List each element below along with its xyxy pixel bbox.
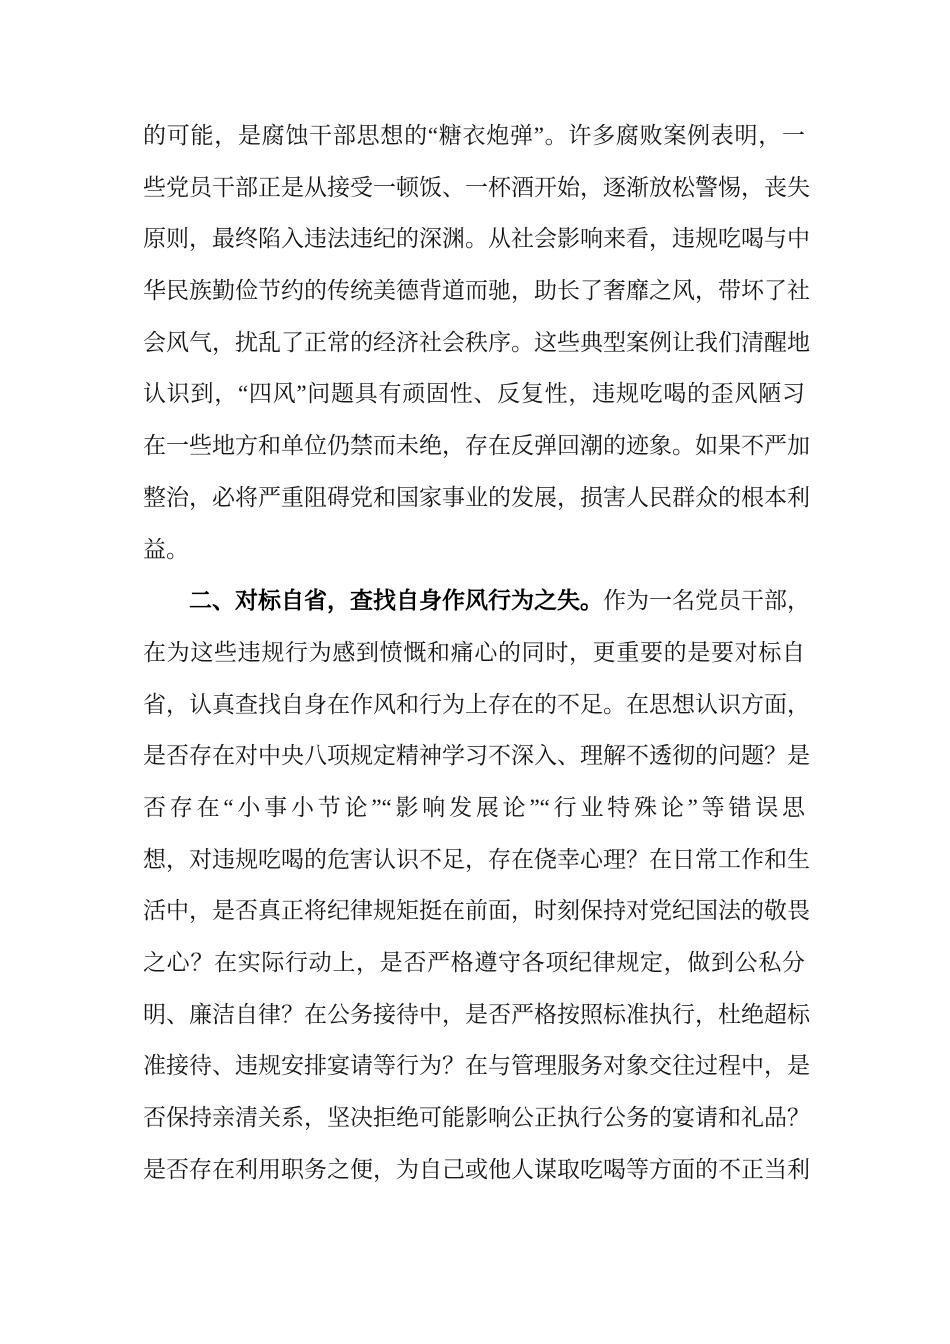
text-segment: 在为这些违规行为感到愤慨和痛心的同时，更重要的是要对标自 bbox=[143, 639, 805, 665]
section-heading: 二、对标自省，查找自身作风行为之失。 bbox=[189, 587, 603, 614]
text-line bbox=[143, 575, 810, 627]
text-segment: 在一些地方和单位仍禁而未绝，存在反弹回潮的迹象。如果不严加 bbox=[143, 433, 810, 459]
text-line bbox=[143, 782, 805, 834]
text-line bbox=[143, 627, 805, 679]
text-segment: 的可能，是腐蚀干部思想的“糖衣炮弹”。许多腐败案例表明，一 bbox=[143, 123, 805, 148]
text-line bbox=[143, 265, 810, 317]
text-line bbox=[143, 730, 810, 782]
text-segment: 整治，必将严重阻碍党和国家事业的发展，损害人民群众的根本利 bbox=[143, 484, 810, 510]
text-segment: 省，认真查找自身在作风和行为上存在的不足。在思想认识方面， bbox=[143, 691, 810, 717]
text-line bbox=[143, 162, 810, 214]
text-segment: 认识到，“四风”问题具有顽固性、反复性，违规吃喝的歪风陋习 bbox=[143, 381, 805, 407]
text-line bbox=[143, 989, 810, 1041]
document-body bbox=[143, 110, 810, 1195]
text-segment: 作为一名党员干部， bbox=[603, 588, 810, 614]
text-segment: 是否存在对中央八项规定精神学习不深入、理解不透彻的问题？是 bbox=[143, 743, 810, 769]
paragraph-section-two bbox=[143, 575, 810, 1195]
text-line bbox=[143, 472, 810, 524]
paragraph-continuation bbox=[143, 110, 810, 575]
text-line bbox=[143, 1144, 810, 1196]
text-segment: 益。 bbox=[143, 536, 189, 562]
text-segment: 明、廉洁自律？在公务接待中，是否严格按照标准执行，杜绝超标 bbox=[143, 1001, 810, 1027]
text-line bbox=[143, 937, 805, 989]
text-line bbox=[143, 317, 810, 369]
text-segment: 活中，是否真正将纪律规矩挺在前面，时刻保持对党纪国法的敬畏 bbox=[143, 898, 810, 924]
text-segment: 些党员干部正是从接受一顿饭、一杯酒开始，逐渐放松警惕，丧失 bbox=[143, 174, 810, 200]
text-segment: 是否存在利用职务之便，为自己或他人谋取吃喝等方面的不正当利 bbox=[143, 1156, 810, 1182]
text-line bbox=[143, 885, 810, 937]
text-segment: 否保持亲清关系，坚决拒绝可能影响公正执行公务的宴请和礼品？ bbox=[143, 1105, 810, 1131]
text-segment: 准接待、违规安排宴请等行为？在与管理服务对象交往过程中，是 bbox=[143, 1053, 810, 1079]
text-line bbox=[143, 1040, 810, 1092]
text-line bbox=[143, 368, 805, 420]
text-segment: 之心？在实际行动上，是否严格遵守各项纪律规定，做到公私分 bbox=[143, 950, 805, 975]
text-line bbox=[143, 524, 805, 576]
text-line bbox=[143, 110, 805, 162]
text-segment: 会风气，扰乱了正常的经济社会秩序。这些典型案例让我们清醒地 bbox=[143, 329, 810, 355]
text-line bbox=[143, 834, 810, 886]
text-segment: 否存在“小事小节论”“影响发展论”“行业特殊论”等错误思 bbox=[143, 794, 805, 820]
text-line bbox=[143, 420, 810, 472]
text-segment: 华民族勤俭节约的传统美德背道而驰，助长了奢靡之风，带坏了社 bbox=[143, 278, 810, 304]
text-line bbox=[143, 1092, 810, 1144]
text-line bbox=[143, 213, 810, 265]
text-segment: 原则，最终陷入违法违纪的深渊。从社会影响来看，违规吃喝与中 bbox=[143, 226, 810, 252]
text-line bbox=[143, 679, 810, 731]
text-segment: 想，对违规吃喝的危害认识不足，存在侥幸心理？在日常工作和生 bbox=[143, 846, 810, 872]
